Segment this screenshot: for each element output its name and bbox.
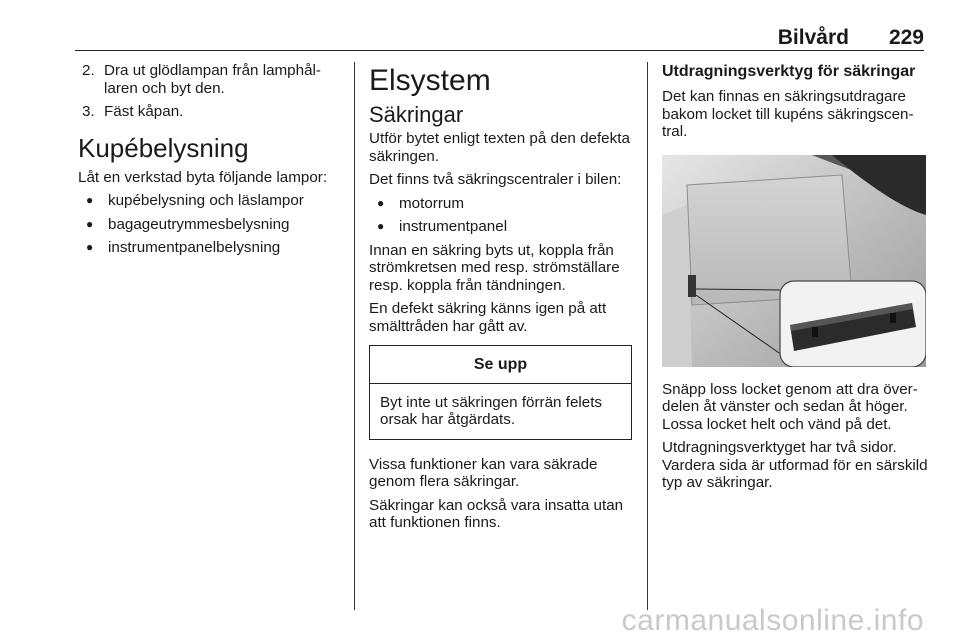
caution-box — [369, 345, 632, 440]
chapter-title: Elsystem — [369, 64, 491, 97]
list-item-text: motorrum — [399, 194, 464, 212]
bullet-icon: ● — [86, 240, 94, 254]
list-item-text: instrumentpanelbelysning — [108, 239, 281, 256]
paragraph: Utför bytet enligt texten på den defekta säkringen. — [369, 130, 630, 165]
watermark: carmanualsonline.info — [621, 604, 924, 637]
bullet-icon: ● — [377, 219, 385, 233]
step-number: 2. — [82, 62, 95, 79]
header-rule — [75, 50, 924, 51]
list-item — [78, 216, 344, 234]
section-heading: Utdragningsverktyg för säkringar — [662, 63, 916, 80]
side-panel — [662, 205, 692, 367]
list-item-text: kupébelysning och läslampor — [108, 192, 304, 209]
step-item — [78, 62, 344, 97]
bullet-icon: ● — [86, 193, 94, 207]
list-item-text: instrumentpanel — [399, 218, 508, 235]
caution-title: Se upp — [370, 346, 631, 384]
section-title: Bilvård — [777, 26, 849, 49]
tool-notch — [812, 327, 818, 337]
fuse-puller-photo — [662, 155, 926, 367]
caution-body: Byt inte ut säkringen förrän felets orsak har åtgärdats. — [380, 393, 603, 428]
list-item — [78, 192, 344, 210]
column-divider-1 — [354, 62, 355, 610]
step-text: Dra ut glödlampan från lamphållaren och byt den. — [104, 62, 321, 97]
bullet-icon: ● — [377, 195, 385, 210]
bullet-icon: ● — [86, 216, 94, 231]
column-2 — [369, 62, 632, 538]
paragraph: Det finns två säkringscentraler i bilen: — [369, 171, 622, 188]
section-heading: Säkringar — [369, 102, 464, 127]
section-heading: Kupébelysning — [78, 132, 249, 163]
step-text: Fäst kåpan. — [104, 103, 184, 120]
list-item — [78, 239, 344, 257]
page-header — [778, 26, 924, 50]
step-list — [78, 62, 344, 121]
paragraph: Innan en säkring byts ut, koppla från strömkretsen med resp. strömställare resp. koppla från tändningen. — [369, 241, 620, 294]
step-item — [78, 103, 344, 121]
paragraph: Vissa funktioner kan vara säkrade genom flera säkringar. — [369, 455, 598, 490]
paragraph: En defekt säkring känns igen på att smälttråden har gått av. — [369, 300, 607, 335]
column-divider-2 — [647, 62, 648, 610]
page-number: 229 — [888, 26, 924, 49]
step-number: 3. — [82, 103, 95, 120]
paragraph: Det kan finnas en säkringsutdragare bakom locket till kupéns säkringscentral. — [662, 88, 914, 140]
fuse-box-list — [369, 195, 632, 236]
list-item-text: bagageutrymmesbelysning — [108, 215, 290, 233]
column-3 — [662, 62, 928, 498]
list-item — [369, 195, 632, 213]
cover-clip — [688, 275, 696, 297]
lamp-list — [78, 192, 344, 257]
list-item — [369, 218, 632, 236]
column-1 — [78, 62, 344, 263]
paragraph: Utdragningsverktyget har två sidor. Vardera sida är utformad för en särskild typ av säkringar. — [662, 439, 928, 491]
paragraph: Snäpp loss locket genom att dra överdelen åt vänster och sedan åt höger. Lossa locket helt och vänd på det. — [662, 380, 918, 433]
tool-notch — [890, 313, 896, 323]
paragraph: Säkringar kan också vara insatta utan att funktionen finns. — [369, 496, 624, 531]
paragraph: Låt en verkstad byta följande lampor: — [78, 168, 328, 186]
